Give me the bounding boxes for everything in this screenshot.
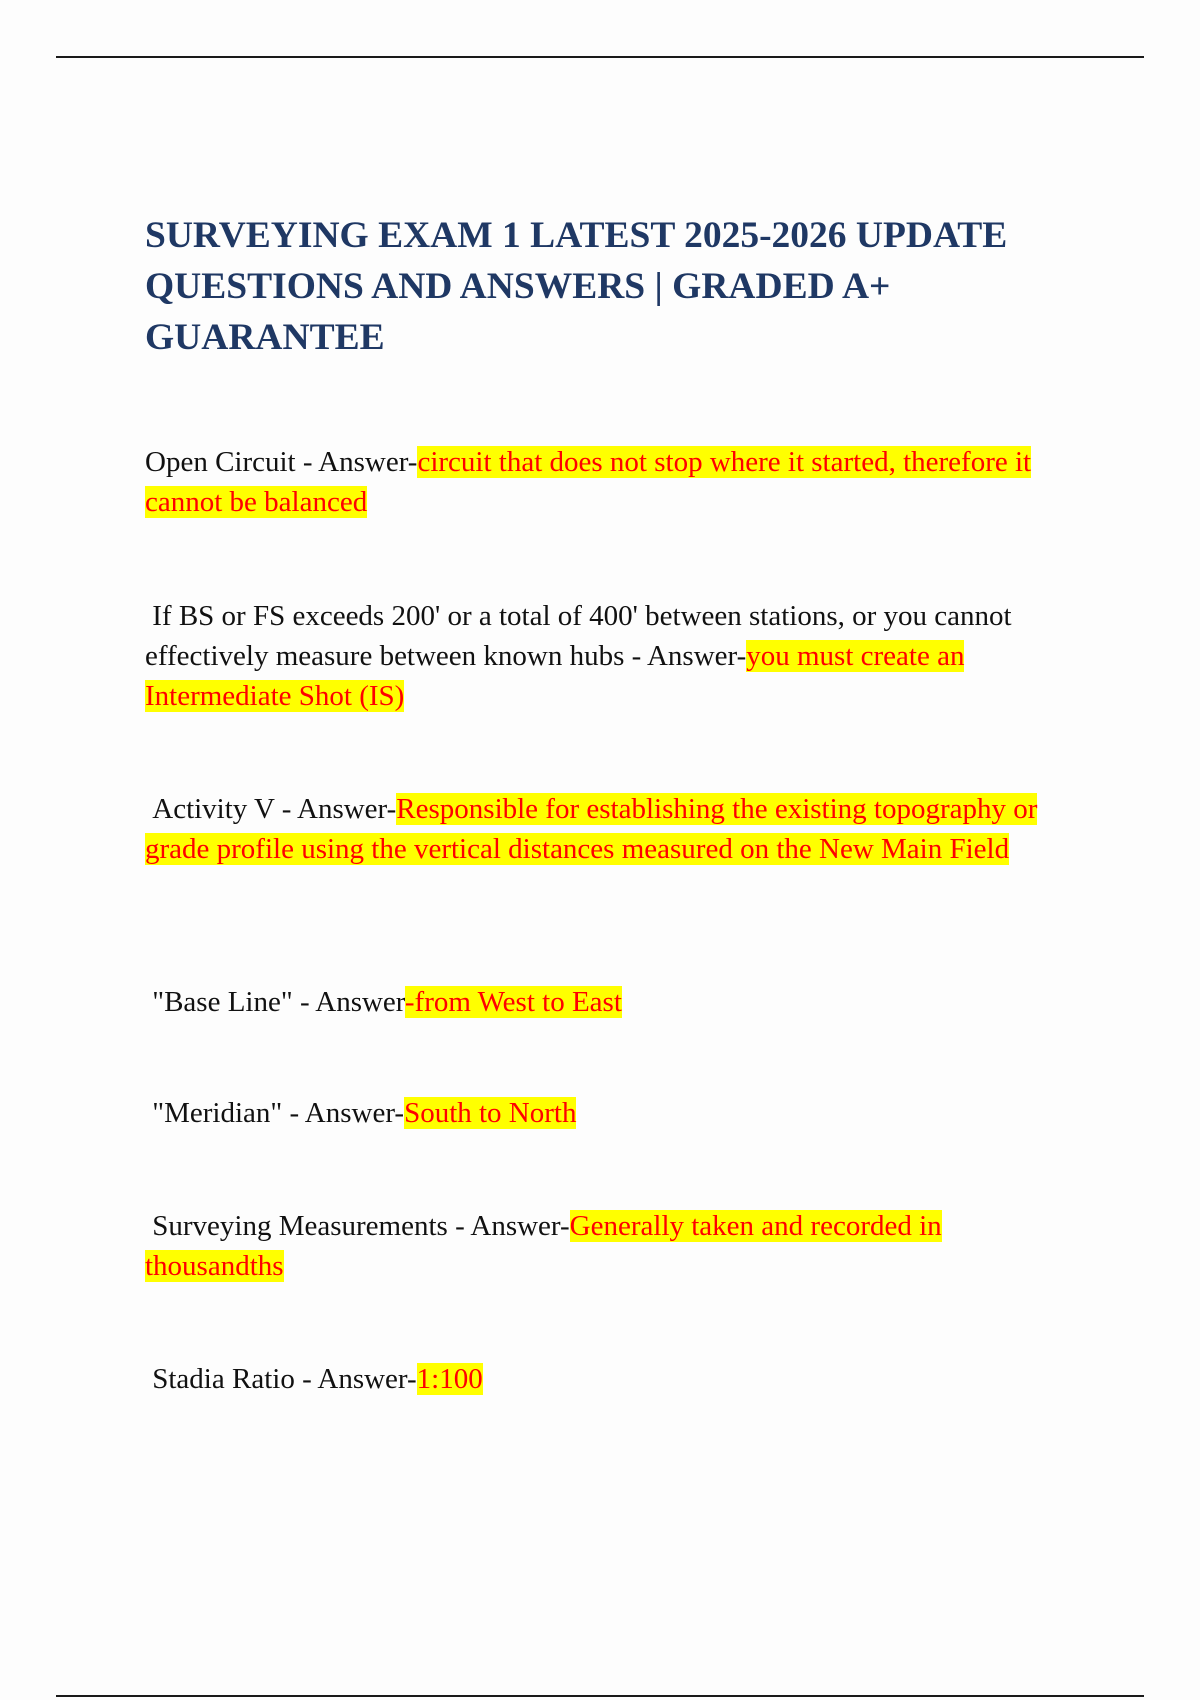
answer-text: Responsible for establishing the existing topography or grade profile using the vertical distances measured on the New Main Field — [145, 793, 1038, 865]
top-rule — [56, 56, 1144, 58]
qa-item — [145, 1206, 1085, 1286]
question-text: Surveying Measurements - Answer- — [145, 1210, 570, 1242]
answer-text: 1:100 — [416, 1363, 483, 1395]
answer-text: you must create an Intermediate Shot (IS) — [145, 640, 965, 712]
question-text: "Base Line" - Answer — [145, 986, 405, 1018]
qa-item — [145, 596, 1085, 716]
question-text: "Meridian" - Answer- — [145, 1097, 405, 1129]
question-text: Open Circuit - Answer- — [145, 446, 418, 478]
answer-text: circuit that does not stop where it started, therefore it cannot be balanced — [145, 446, 1032, 518]
answer-text: South to North — [404, 1097, 577, 1129]
qa-item — [145, 1359, 1085, 1399]
document-title: SURVEYING EXAM 1 LATEST 2025-2026 UPDATE QUESTIONS AND ANSWERS | GRADED A+ GUARANTEE — [145, 215, 1008, 358]
answer-text: Generally taken and recorded in thousandths — [145, 1210, 942, 1282]
qa-item — [145, 982, 1085, 1022]
question-text: If BS or FS exceeds 200' or a total of 400' between stations, or you cannot effectively measure between known hubs - Answer- — [145, 600, 1019, 672]
qa-item — [145, 789, 1085, 869]
qa-item — [145, 1093, 1085, 1133]
question-text: Stadia Ratio - Answer- — [145, 1363, 417, 1395]
qa-item — [145, 442, 1085, 522]
answer-text: -from West to East — [404, 986, 622, 1018]
question-text: Activity V - Answer- — [145, 793, 397, 825]
bottom-rule — [56, 1695, 1144, 1697]
